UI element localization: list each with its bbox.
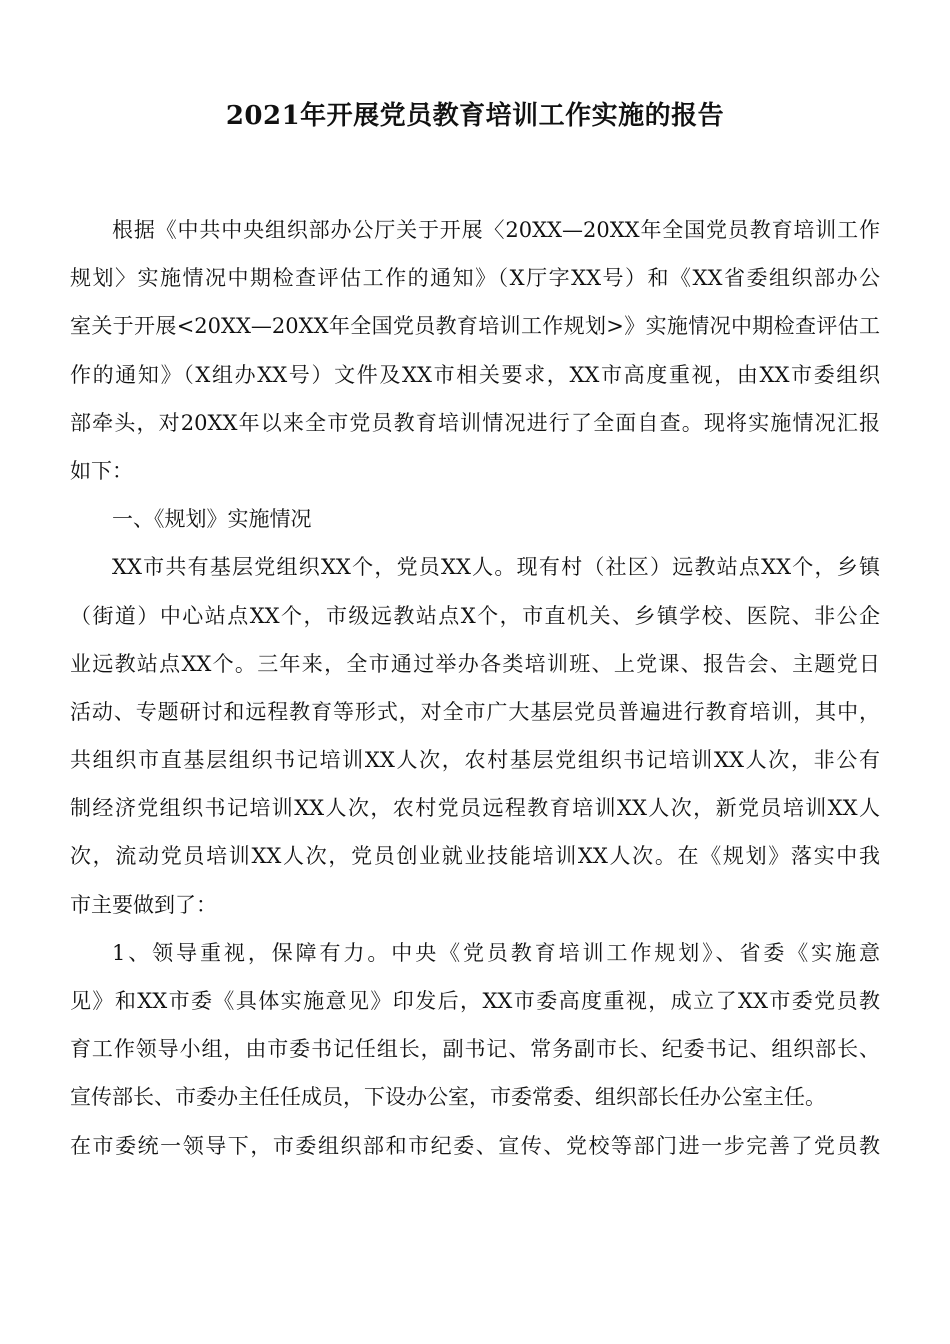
paragraph-line: 根据《中共中央组织部办公厅关于开展〈20XX—20XX年全国党员教育培训工作 xyxy=(112,218,880,242)
paragraph-line: 共组织市直基层组织书记培训XX人次，农村基层党组织书记培训XX人次，非公有 xyxy=(70,748,880,773)
paragraph-line: 市主要做到了： xyxy=(70,892,217,917)
paragraph-line: 规划〉实施情况中期检查评估工作的通知》（X厅字XX号）和《XX省委组织部办公 xyxy=(70,266,880,291)
paragraph-line: 如下： xyxy=(70,458,133,483)
paragraph-line: 次，流动党员培训XX人次，党员创业就业技能培训XX人次。在《规划》落实中我 xyxy=(70,844,880,869)
paragraph-line: 室关于开展<20XX—20XX年全国党员教育培训工作规划>》实施情况中期检查评估工 xyxy=(70,314,880,339)
paragraph-line: 育工作领导小组，由市委书记任组长，副书记、常务副市长、纪委书记、组织部长、 xyxy=(70,1037,880,1062)
paragraph-line: 在市委统一领导下，市委组织部和市纪委、宣传、党校等部门进一步完善了党员教 xyxy=(70,1133,880,1158)
paragraph-line: XX市共有基层党组织XX个，党员XX人。现有村（社区）远教站点XX个，乡镇 xyxy=(112,555,880,580)
document-title: 2021年开展党员教育培训工作实施的报告 xyxy=(225,101,725,131)
paragraph-line: 见》和XX市委《具体实施意见》印发后，XX市委高度重视，成立了XX市委党员教 xyxy=(70,989,880,1013)
paragraph-line: 部牵头，对20XX年以来全市党员教育培训情况进行了全面自查。现将实施情况汇报 xyxy=(70,410,880,435)
document-body xyxy=(70,206,880,1170)
paragraph-line: 业远教站点XX个。三年来，全市通过举办各类培训班、上党课、报告会、主题党日 xyxy=(70,651,880,676)
paragraph-line: 活动、专题研讨和远程教育等形式，对全市广大基层党员普遍进行教育培训，其中， xyxy=(70,699,880,724)
section-heading: 一、《规划》实施情况 xyxy=(112,507,312,532)
paragraph-line: 宣传部长、市委办主任任成员，下设办公室，市委常委、组织部长任办公室主任。 xyxy=(70,1085,826,1110)
paragraph-line: （街道）中心站点XX个，市级远教站点X个，市直机关、乡镇学校、医院、非公企 xyxy=(70,603,880,628)
paragraph-line: 制经济党组织书记培训XX人次，农村党员远程教育培训XX人次，新党员培训XX人 xyxy=(70,796,880,821)
paragraph-line: 作的通知》（X组办XX号）文件及XX市相关要求，XX市高度重视，由XX市委组织 xyxy=(70,362,880,387)
paragraph-line: 1、领导重视，保障有力。中央《党员教育培训工作规划》、省委《实施意 xyxy=(112,940,880,965)
